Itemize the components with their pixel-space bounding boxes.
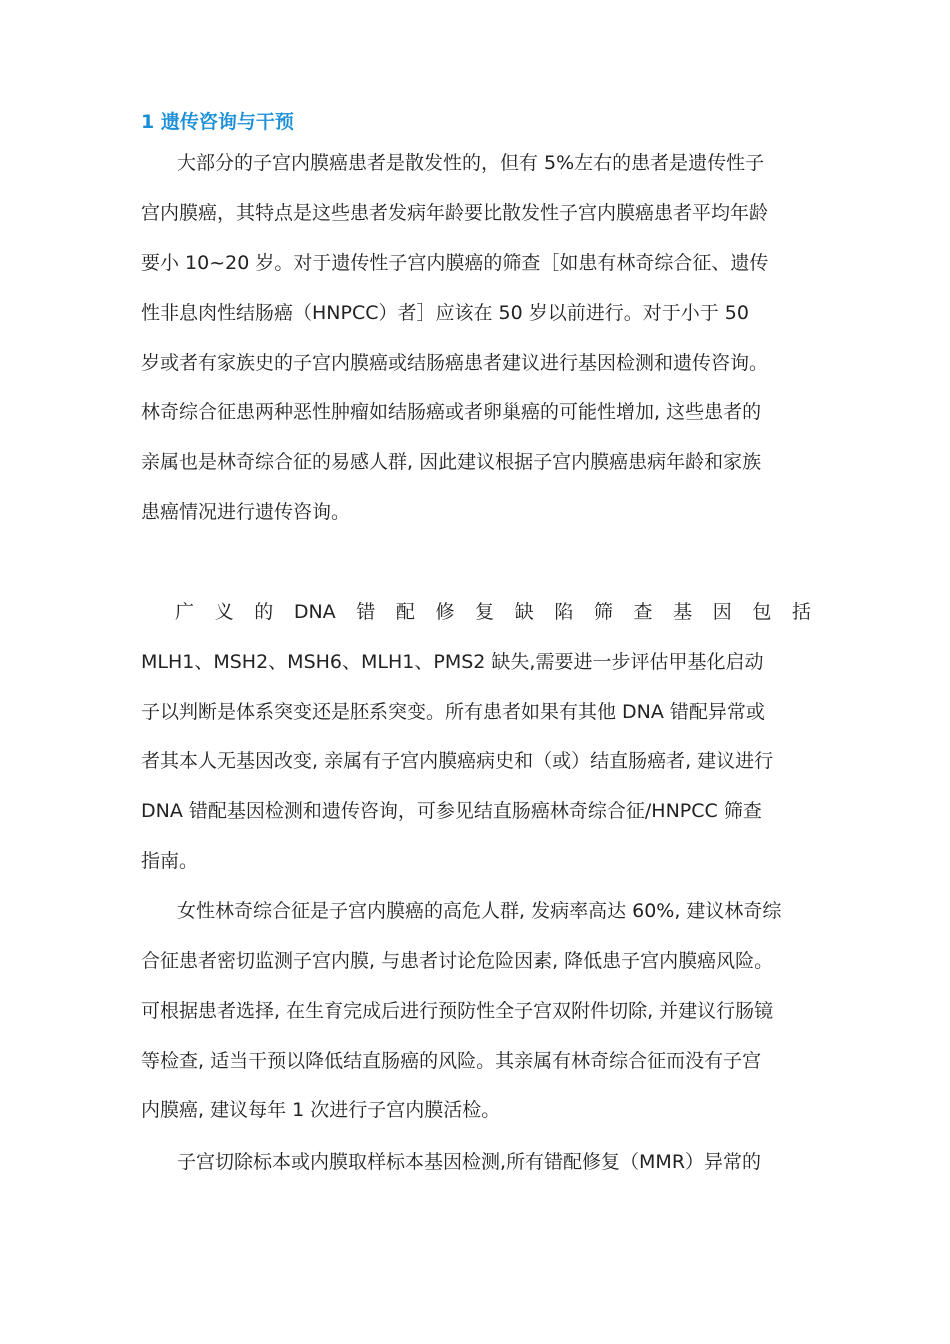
- word: 错: [356, 601, 376, 623]
- word: 陷: [554, 601, 574, 623]
- text-line: 性非息肉性结肠癌（HNPCC）者］应该在 50 岁以前进行。对于小于 50: [141, 302, 749, 324]
- text-line: 者其本人无基因改变, 亲属有子宫内膜癌病史和（或）结直肠癌者, 建议进行: [141, 750, 774, 772]
- text-line: 子宫切除标本或内膜取样标本基因检测,所有错配修复（MMR）异常的: [177, 1151, 762, 1173]
- text-line: 可根据患者选择, 在生育完成后进行预防性全子宫双附件切除, 并建议行肠镜: [141, 1000, 774, 1022]
- text-line: 亲属也是林奇综合征的易感人群, 因此建议根据子宫内膜癌患病年龄和家族: [141, 451, 762, 473]
- text-line: 要小 10~20 岁。对于遗传性子宫内膜癌的筛查［如患有林奇综合征、遗传: [141, 252, 769, 274]
- word: 缺: [514, 601, 534, 623]
- word: 义: [214, 601, 234, 623]
- word: 配: [395, 601, 415, 623]
- text-line: DNA 错配基因检测和遗传咨询，可参见结直肠癌林奇综合征/HNPCC 筛查: [141, 800, 762, 822]
- word: 筛: [593, 601, 613, 623]
- text-line: 林奇综合征患两种恶性肿瘤如结肠癌或者卵巢癌的可能性增加, 这些患者的: [141, 401, 762, 423]
- text-line: 宫内膜癌，其特点是这些患者发病年龄要比散发性子宫内膜癌患者平均年龄: [141, 202, 769, 224]
- text-line: 患癌情况进行遗传咨询。: [141, 501, 351, 523]
- word: 因: [712, 601, 732, 623]
- text-line: 女性林奇综合征是子宫内膜癌的高危人群, 发病率高达 60%, 建议林奇综: [177, 900, 782, 922]
- text-line: 大部分的子宫内膜癌患者是散发性的，但有 5%左右的患者是遗传性子: [177, 152, 765, 174]
- word: DNA: [293, 601, 336, 623]
- text-line: 指南。: [141, 850, 199, 872]
- text-line: 子以判断是体系突变还是胚系突变。所有患者如果有其他 DNA 错配异常或: [141, 701, 765, 723]
- section-heading: 1 遗传咨询与干预: [141, 111, 294, 133]
- text-line: 内膜癌, 建议每年 1 次进行子宫内膜活检。: [141, 1099, 501, 1121]
- word: 复: [475, 601, 495, 623]
- text-line: 合征患者密切监测子宫内膜, 与患者讨论危险因素, 降低患子宫内膜癌风险。: [141, 950, 774, 972]
- text-line: MLH1、MSH2、MSH6、MLH1、PMS2 缺失,需要进一步评估甲基化启动: [141, 651, 764, 673]
- text-line: 等检查, 适当干预以降低结直肠癌的风险。其亲属有林奇综合征而没有子宫: [141, 1050, 762, 1072]
- word: 查: [633, 601, 653, 623]
- word: 广: [175, 601, 195, 623]
- word: 修: [435, 601, 455, 623]
- word: 括: [791, 601, 811, 623]
- text-line-justified: [175, 597, 811, 627]
- text-line: 岁或者有家族史的子宫内膜癌或结肠癌患者建议进行基因检测和遗传咨询。: [141, 352, 769, 374]
- word: 包: [752, 601, 772, 623]
- word: 基: [673, 601, 693, 623]
- word: 的: [254, 601, 274, 623]
